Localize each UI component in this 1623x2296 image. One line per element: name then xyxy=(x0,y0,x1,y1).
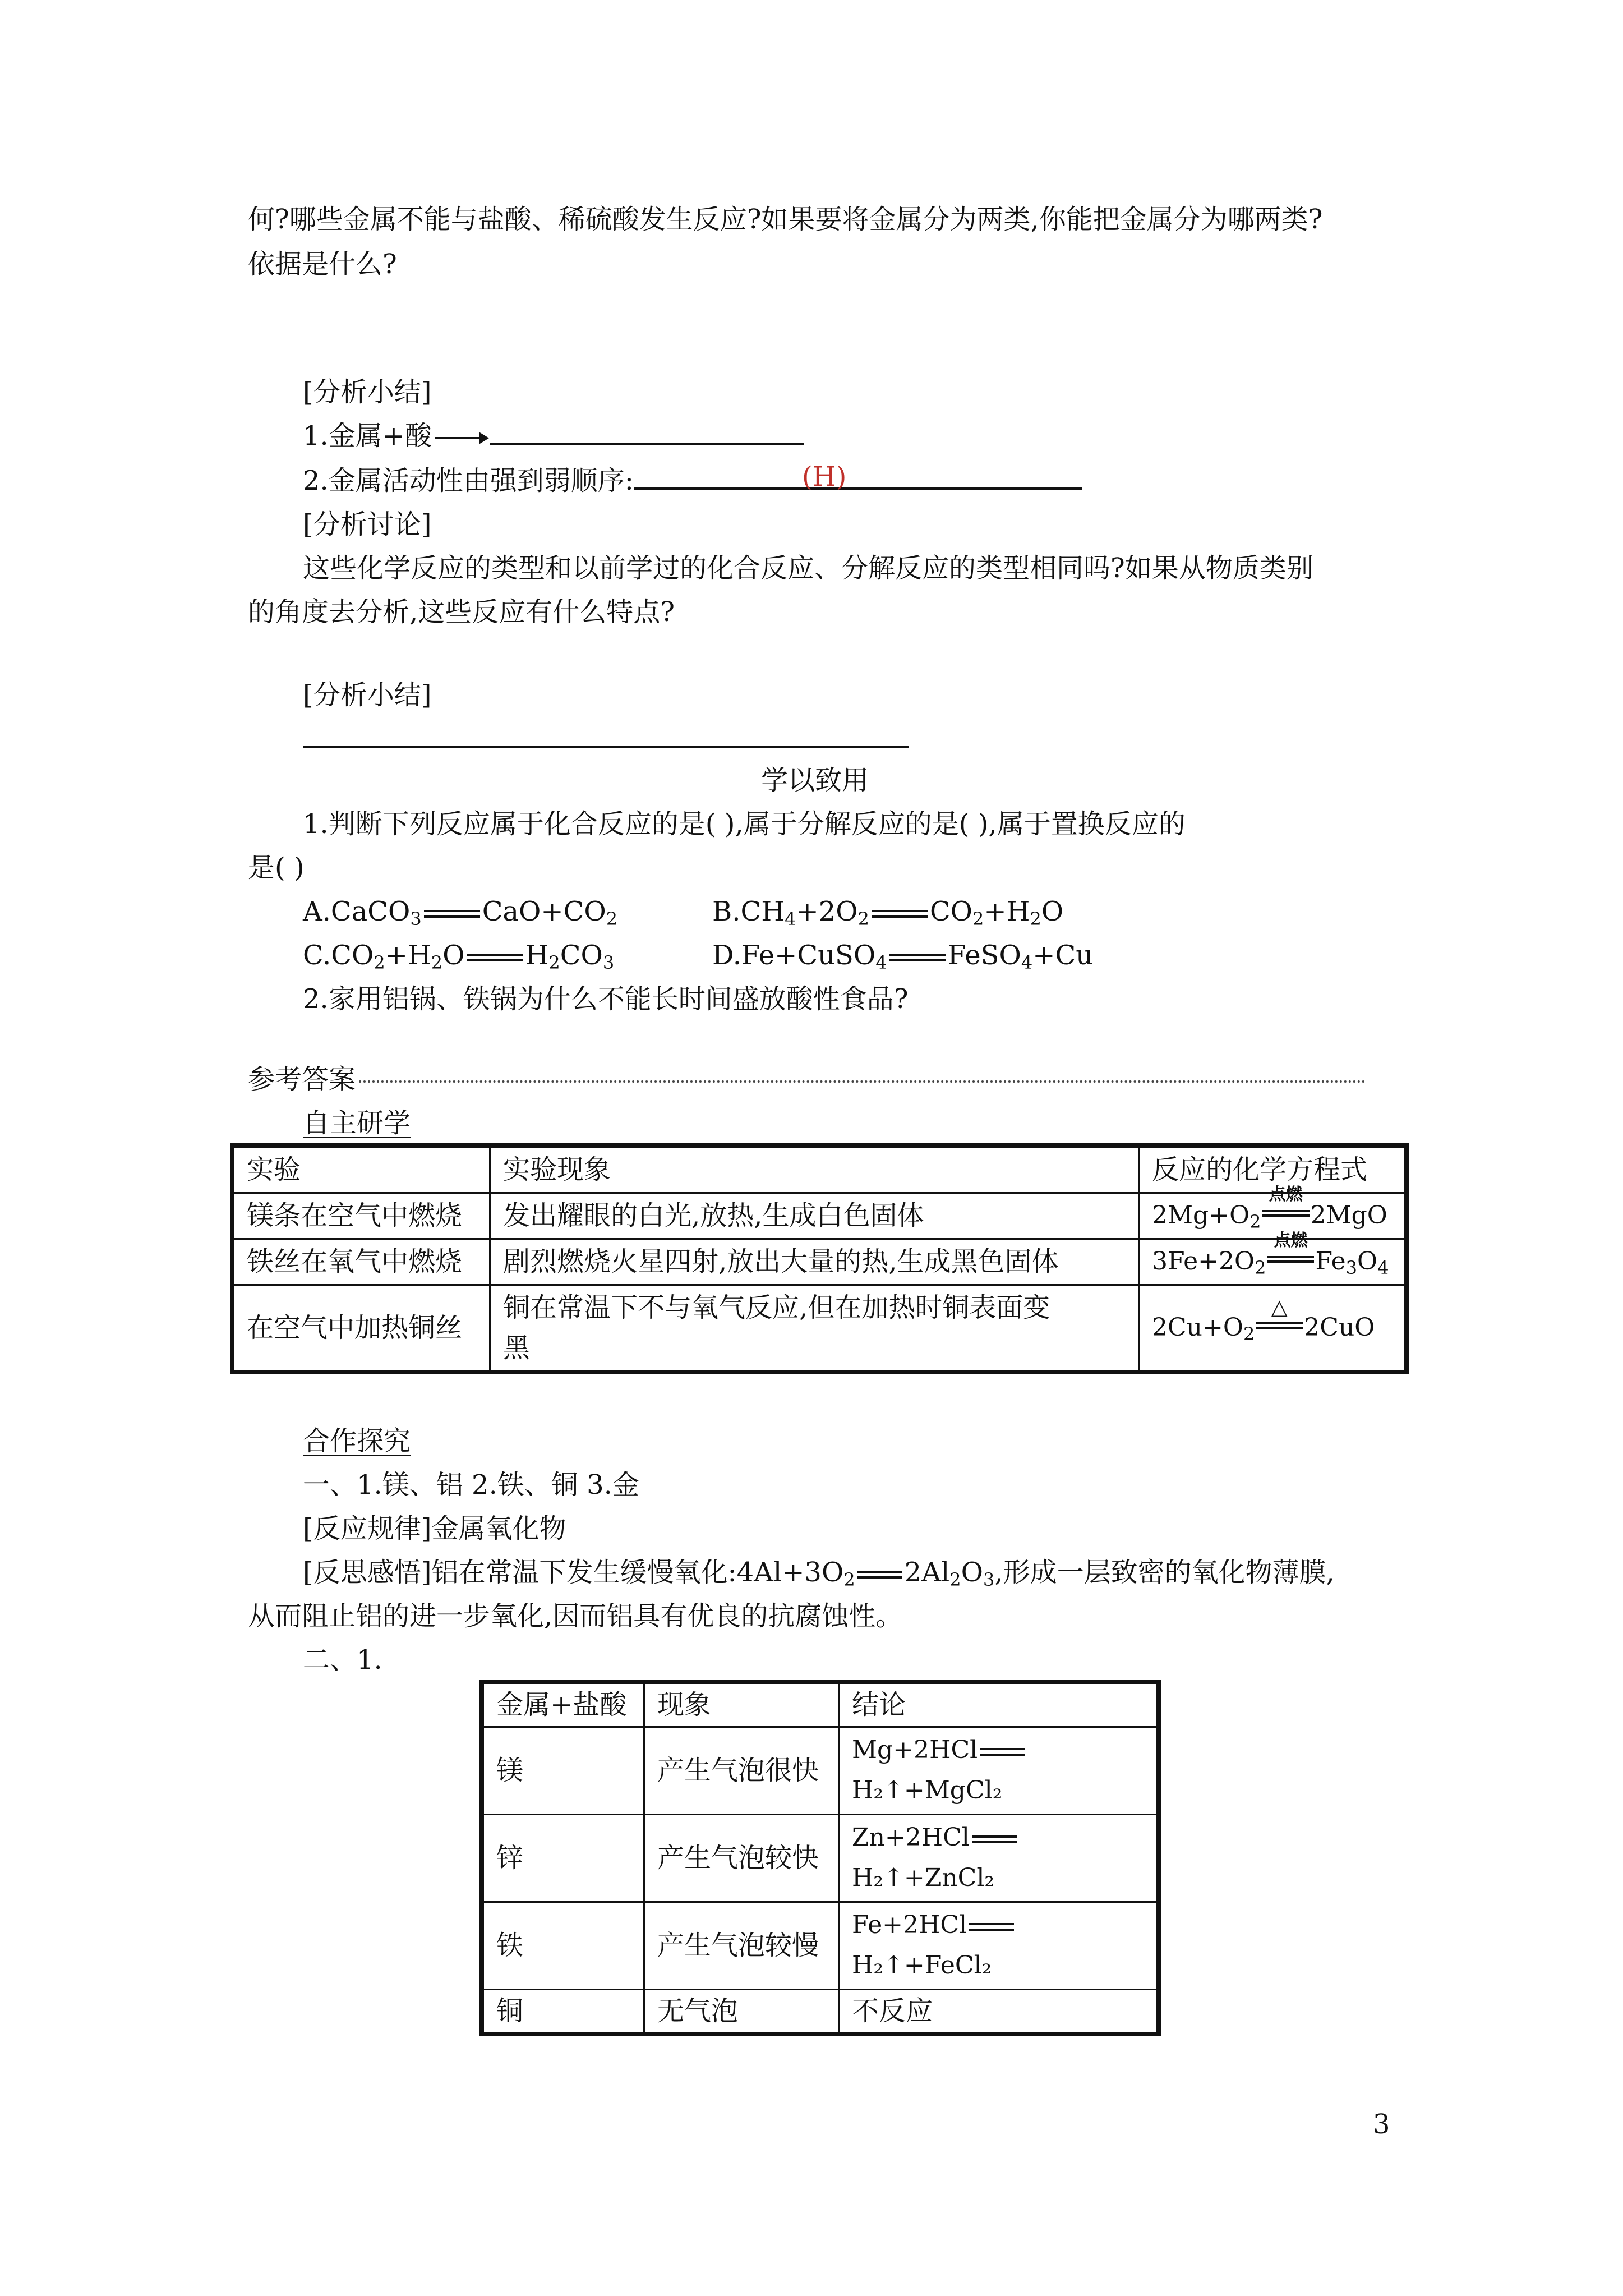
practice-q2: 2.家用铝锅、铁锅为什么不能长时间盛放酸性食品? xyxy=(303,983,909,1015)
coop-line-5: 二、1. xyxy=(303,1644,382,1676)
conclusion-line: H₂↑+FeCl₂ xyxy=(852,1951,992,1980)
table-row xyxy=(232,1193,1407,1239)
phenomenon-cell: 产生气泡很快 xyxy=(644,1727,839,1814)
coop-heading: 合作探究 xyxy=(303,1425,411,1457)
conclusion-line: Mg+2HCl xyxy=(852,1730,1144,1770)
table-row xyxy=(232,1285,1407,1372)
summary2-blank xyxy=(303,746,909,748)
ignite-condition: 点燃 xyxy=(1269,1185,1303,1204)
equation-cell: $2Cu+O_2$ △ 2CuO xyxy=(1139,1285,1407,1372)
coop-line-3-head: [反思感悟]铝在常温下发生缓慢氧化: xyxy=(303,1557,737,1588)
conclusion-line: H₂↑+MgCl₂ xyxy=(852,1776,1003,1805)
header-cell: 现象 xyxy=(644,1682,839,1727)
coop-line-3: [反思感悟]铝在常温下发生缓慢氧化$:4Al+3O_2$ $2Al_2O_3$,形成一层致密的氧化物薄膜, xyxy=(303,1557,1335,1590)
answers-heading-text: 参考答案 xyxy=(248,1064,356,1095)
practice-q1-line-1: 1.判断下列反应属于化合反应的是( ),属于分解反应的是( ),属于置换反应的 xyxy=(303,808,1186,840)
answers-heading xyxy=(248,1057,1366,1101)
practice-title: 学以致用 xyxy=(761,765,869,796)
header-cell: 反应的化学方程式 xyxy=(1139,1145,1407,1193)
table-header-row xyxy=(482,1682,1159,1727)
table-row xyxy=(482,1902,1159,1989)
summary1-heading: [分析小结] xyxy=(303,376,432,408)
summary1-item-2 xyxy=(303,459,1082,503)
summary1-item-2-text: 2.金属活动性由强到弱顺序: xyxy=(303,465,634,496)
phenomenon-line: 铜在常温下不与氧气反应,但在加热时铜表面变 xyxy=(503,1291,1050,1323)
metal-cell: 铜 xyxy=(482,1989,644,2034)
table-row xyxy=(482,1814,1159,1902)
discussion-heading: [分析讨论] xyxy=(303,509,432,540)
phenomenon-line: 黑 xyxy=(503,1332,531,1364)
equation-cell: $3Fe+2O_2$ 点燃 $Fe_3O_4$ xyxy=(1139,1239,1407,1285)
conclusion-cell: 不反应 xyxy=(839,1989,1159,2034)
header-cell: 实验 xyxy=(232,1145,490,1193)
header-cell: 结论 xyxy=(839,1682,1159,1727)
option-b: $B.CH_4+2O_2$ $CO_2+H_2O$ xyxy=(712,896,1064,930)
table-row xyxy=(482,1989,1159,2034)
conclusion-line: Zn+2HCl xyxy=(852,1818,1144,1858)
page-number: 3 xyxy=(1373,2109,1390,2140)
arrow-icon xyxy=(435,437,487,439)
coop-line-1: 一、1.镁、铝 2.铁、铜 3.金 xyxy=(303,1469,639,1501)
ignite-condition: 点燃 xyxy=(1274,1231,1308,1250)
conclusion-line: H₂↑+ZnCl₂ xyxy=(852,1864,995,1892)
metal-cell: 铁 xyxy=(482,1902,644,1989)
summary1-item-1 xyxy=(303,414,804,458)
conclusion-cell xyxy=(839,1902,1159,1989)
conclusion-cell xyxy=(839,1727,1159,1814)
table-row xyxy=(482,1727,1159,1814)
dotted-divider xyxy=(359,1080,1366,1083)
answer-blank xyxy=(490,418,804,445)
discussion-line-1: 这些化学反应的类型和以前学过的化合反应、分解反应的类型相同吗?如果从物质类别 xyxy=(303,553,1313,584)
metal-cell: 锌 xyxy=(482,1814,644,1902)
equation-cell: $2Mg+O_2$ 点燃 2MgO xyxy=(1139,1193,1407,1239)
practice-q1-line-2: 是( ) xyxy=(248,852,305,884)
phenomenon-cell: 产生气泡较快 xyxy=(644,1814,839,1902)
coop-line-4: 从而阻止铝的进一步氧化,因而铝具有优良的抗腐蚀性。 xyxy=(248,1600,903,1632)
discussion-line-2: 的角度去分析,这些反应有什么特点? xyxy=(248,596,675,628)
intro-line-1: 何?哪些金属不能与盐酸、稀硫酸发生反应?如果要将金属分为两类,你能把金属分为哪两类? xyxy=(248,204,1323,235)
option-d: D.Fe+CuSO$_4$ FeSO$_4$+Cu xyxy=(712,940,1094,973)
metal-cell: 镁 xyxy=(482,1727,644,1814)
experiment-cell: 在空气中加热铜丝 xyxy=(232,1285,490,1372)
intro-line-2: 依据是什么? xyxy=(248,249,397,280)
answer-blank xyxy=(634,461,1082,493)
header-cell: 金属+盐酸 xyxy=(482,1682,644,1727)
phenomenon-cell: 产生气泡较慢 xyxy=(644,1902,839,1989)
summary2-heading: [分析小结] xyxy=(303,679,432,711)
table-row xyxy=(232,1239,1407,1285)
experiment-cell: 铁丝在氧气中燃烧 xyxy=(232,1239,490,1285)
phenomenon-cell xyxy=(490,1285,1139,1372)
self-study-heading: 自主研学 xyxy=(303,1107,411,1139)
conclusion-line: Fe+2HCl xyxy=(852,1905,1144,1945)
experiment-cell: 镁条在空气中燃烧 xyxy=(232,1193,490,1239)
coop-line-3-tail: ,形成一层致密的氧化物薄膜, xyxy=(994,1557,1335,1588)
option-c: $C.CO_2+H_2O$ $H_2CO_3$ xyxy=(303,940,615,973)
coop-line-2: [反应规律]金属氧化物 xyxy=(303,1513,566,1544)
experiment-table xyxy=(230,1143,1409,1374)
phenomenon-cell: 剧烈燃烧火星四射,放出大量的热,生成黑色固体 xyxy=(490,1239,1139,1285)
option-a: A.CaCO$_3$ $CaO+CO_2$ xyxy=(303,896,618,930)
phenomenon-cell: 无气泡 xyxy=(644,1989,839,2034)
table-header-row xyxy=(232,1145,1407,1193)
summary1-item-1-text: 1.金属+酸 xyxy=(303,420,432,452)
header-cell: 实验现象 xyxy=(490,1145,1139,1193)
metal-acid-table xyxy=(479,1680,1161,2036)
conclusion-cell xyxy=(839,1814,1159,1902)
heat-condition: △ xyxy=(1271,1294,1288,1319)
phenomenon-cell: 发出耀眼的白光,放热,生成白色固体 xyxy=(490,1193,1139,1239)
hydrogen-mark: (H) xyxy=(801,461,847,493)
